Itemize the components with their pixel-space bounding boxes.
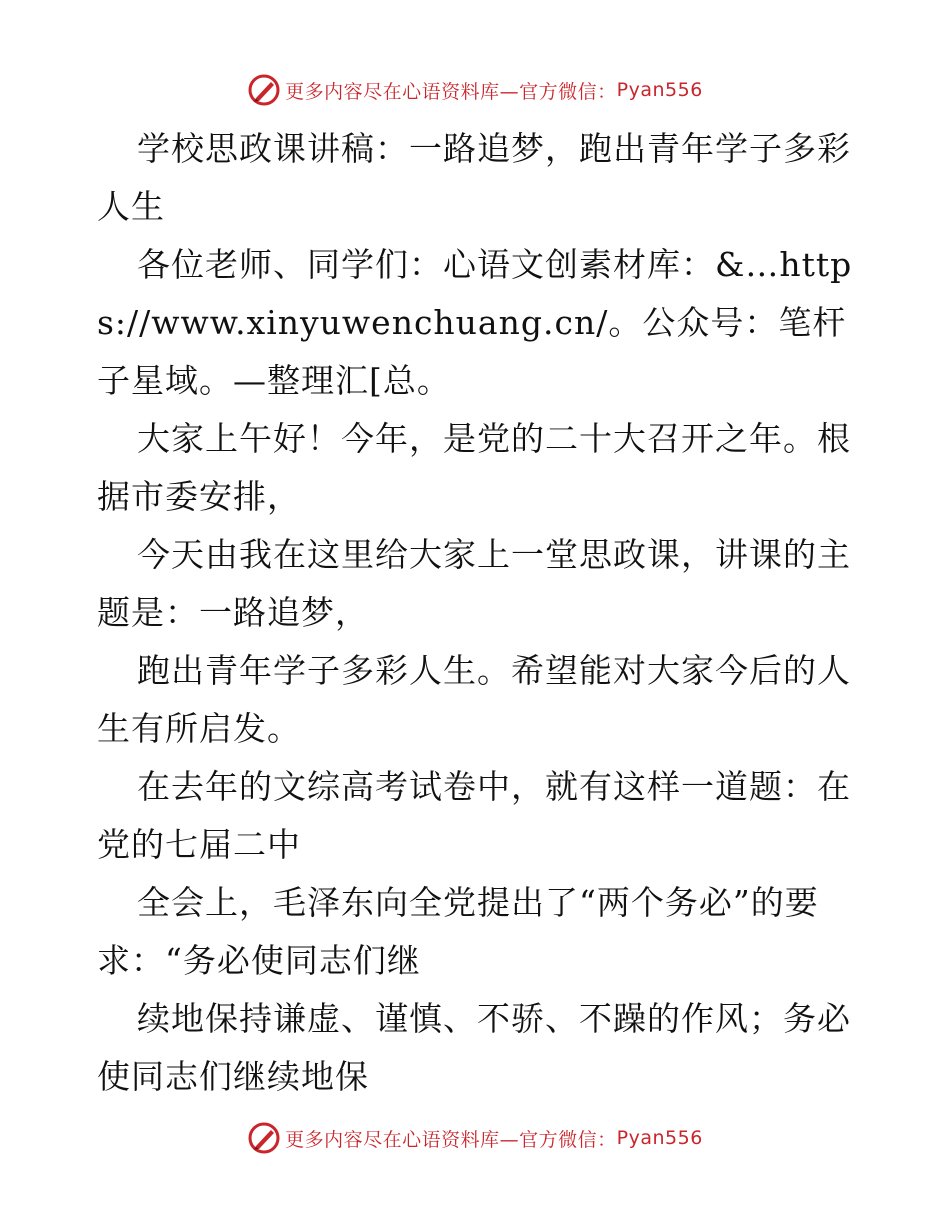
paragraph: 大家上午好！今年，是党的二十大召开之年。根据市委安排， — [97, 419, 851, 516]
pen-seal-icon — [247, 1121, 281, 1155]
paragraph: 今天由我在这里给大家上一堂思政课，讲课的主题是：一路追梦， — [97, 535, 851, 632]
paragraph-title: 学校思政课讲稿：一路追梦，跑出青年学子多彩人生 — [97, 129, 851, 226]
banner-text: 更多内容尽在心语资料库—官方微信： — [285, 1128, 617, 1151]
paragraph: 续地保持谦虚、谨慎、不骄、不躁的作风；务必使同志们继续地保 — [97, 999, 851, 1096]
document-body — [97, 120, 857, 1106]
paragraph-greeting: 各位老师、同学们：心语文创素材库：&…https://www.xinyuwenchuang.cn/。公众号：笔杆子星域。—整理汇[总。 — [97, 245, 853, 400]
banner-account: Pyan556 — [616, 79, 703, 101]
banner-text: 更多内容尽在心语资料库—官方微信： — [285, 80, 617, 103]
paragraph: 跑出青年学子多彩人生。希望能对大家今后的人生有所启发。 — [97, 651, 851, 748]
header-banner — [0, 70, 950, 110]
paragraph: 全会上，毛泽东向全党提出了“两个务必”的要求：“务必使同志们继 — [97, 883, 819, 980]
banner-account: Pyan556 — [616, 1127, 703, 1149]
paragraph: 在去年的文综高考试卷中，就有这样一道题：在党的七届二中 — [97, 767, 851, 864]
pen-seal-icon — [247, 73, 281, 107]
footer-banner — [0, 1118, 950, 1158]
